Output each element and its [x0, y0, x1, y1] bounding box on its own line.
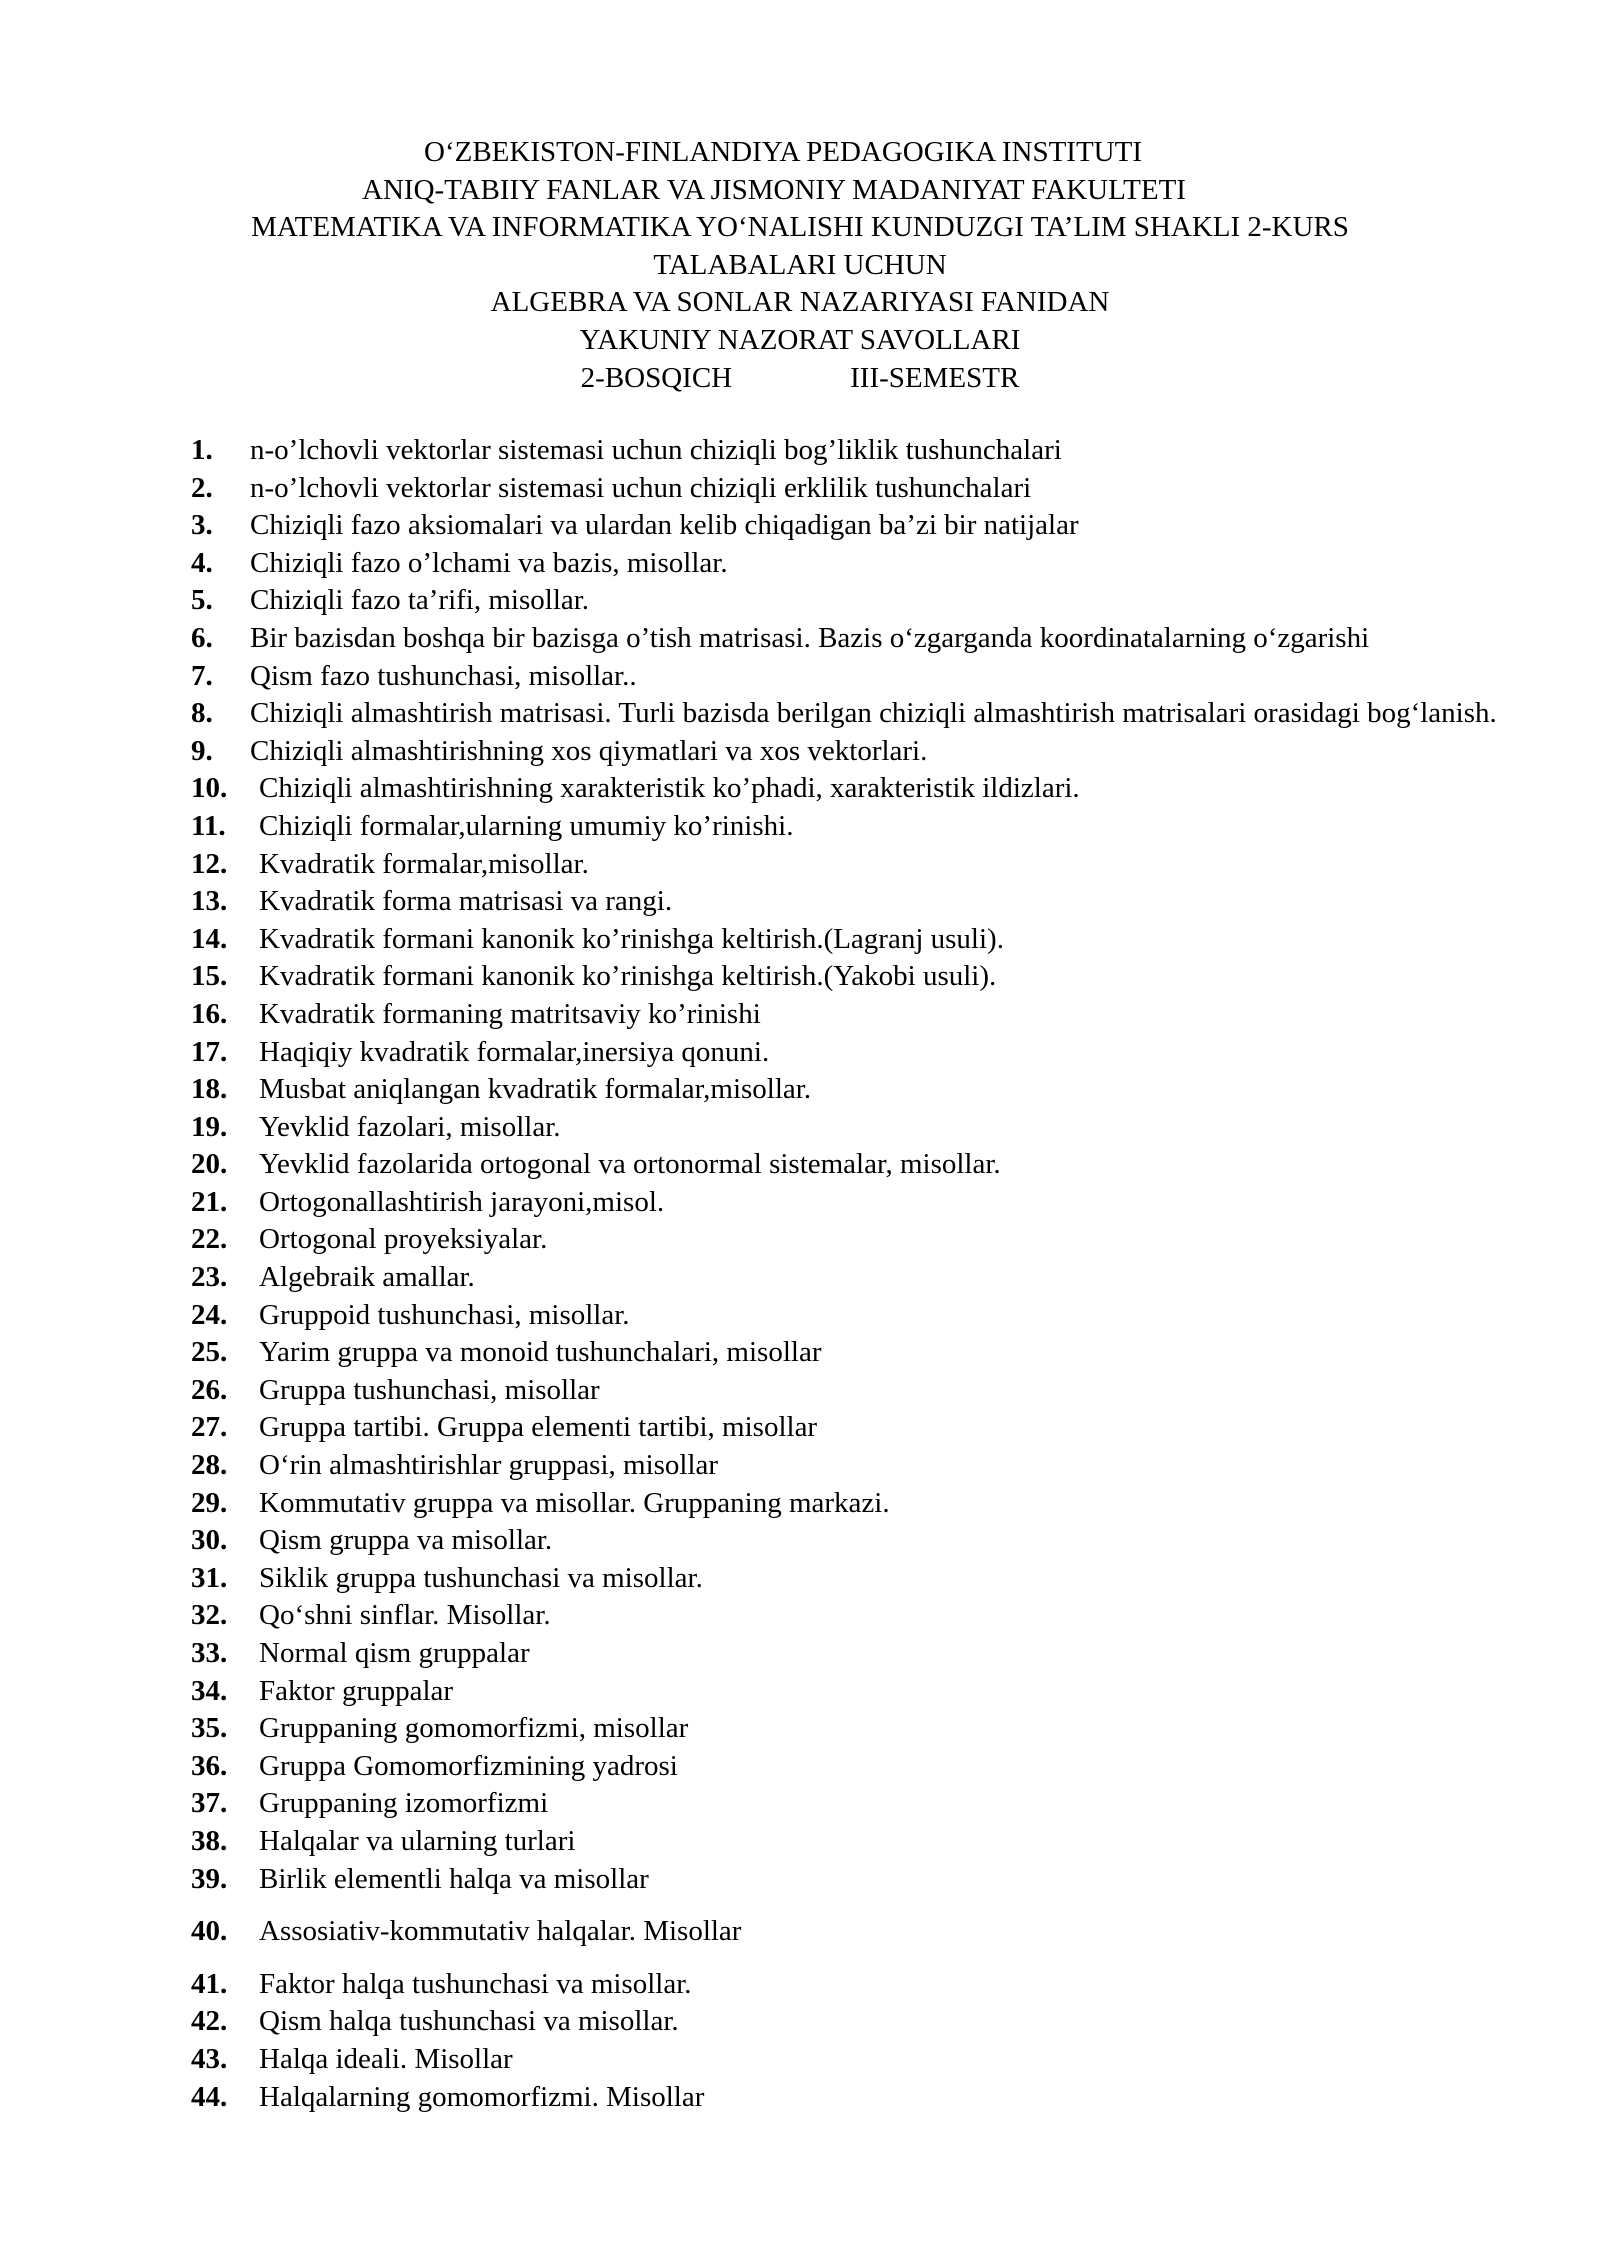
question-number: 20. — [191, 1148, 228, 1181]
question-number: 18. — [191, 1073, 228, 1106]
question-number: 39. — [191, 1862, 228, 1895]
stage-label: 2-BOSQICH — [580, 361, 733, 394]
question-item — [191, 1710, 1531, 1748]
question-item — [191, 1409, 1531, 1447]
question-text: Chiziqli almashtirishning xarakteristik ko’phadi, xarakteristik ildizlari. — [259, 772, 1080, 805]
question-item — [191, 1673, 1531, 1711]
question-number: 8. — [191, 697, 213, 730]
question-item — [191, 1109, 1531, 1147]
question-item — [191, 470, 1531, 508]
question-number: 32. — [191, 1599, 228, 1632]
question-text: Haqiqiy kvadratik formalar,inersiya qonuni. — [259, 1035, 770, 1068]
question-text: Chiziqli fazo o’lchami va bazis, misollar. — [250, 546, 728, 579]
question-text: Halqalarning gomomorfizmi. Misollar — [259, 2080, 705, 2113]
question-item — [191, 958, 1531, 996]
question-text: Yevklid fazolari, misollar. — [259, 1110, 561, 1143]
question-text: Ortogonal proyeksiyalar. — [259, 1223, 548, 1256]
question-item — [191, 432, 1531, 470]
question-number: 41. — [191, 1967, 228, 2000]
question-text: Halqalar va ularning turlari — [259, 1824, 576, 1857]
question-item — [191, 2079, 1531, 2117]
question-number: 16. — [191, 997, 228, 1030]
question-item — [191, 1146, 1531, 1184]
question-item — [191, 1034, 1531, 1072]
question-text: Gruppa Gomomorfizmining yadrosi — [259, 1749, 678, 1782]
question-number: 19. — [191, 1110, 228, 1143]
question-item — [191, 1785, 1531, 1823]
question-item — [191, 1259, 1531, 1297]
question-number: 34. — [191, 1674, 228, 1707]
question-text: Faktor halqa tushunchasi va misollar. — [259, 1967, 692, 2000]
question-number: 38. — [191, 1824, 228, 1857]
question-item — [191, 808, 1531, 846]
questions-list — [191, 432, 1531, 2116]
question-item — [191, 846, 1531, 884]
question-number: 36. — [191, 1749, 228, 1782]
question-item — [191, 1372, 1531, 1410]
question-text: Gruppoid tushunchasi, misollar. — [259, 1298, 630, 1331]
students-line: TALABALARI UCHUN — [653, 248, 947, 281]
question-item — [191, 1485, 1531, 1523]
question-text: Musbat aniqlangan kvadratik formalar,misollar. — [259, 1073, 812, 1106]
question-number: 35. — [191, 1712, 228, 1745]
document-title: YAKUNIY NAZORAT SAVOLLARI — [579, 323, 1021, 356]
question-number: 11. — [191, 809, 226, 842]
question-text: Qo‘shni sinflar. Misollar. — [259, 1599, 551, 1632]
question-number: 21. — [191, 1185, 228, 1218]
question-item — [191, 1861, 1531, 1899]
question-item — [191, 1184, 1531, 1222]
question-text: Assosiativ-kommutativ halqalar. Misollar — [259, 1915, 742, 1948]
question-number: 25. — [191, 1336, 228, 1369]
question-text: Kommutativ gruppa va misollar. Gruppaning markazi. — [259, 1486, 890, 1519]
question-item — [191, 733, 1531, 771]
question-number: 44. — [191, 2080, 228, 2113]
question-text: Algebraik amallar. — [259, 1261, 475, 1294]
question-item — [191, 582, 1531, 620]
question-item — [191, 1221, 1531, 1259]
question-number: 43. — [191, 2042, 228, 2075]
question-number: 13. — [191, 885, 228, 918]
question-text: Bir bazisdan boshqa bir bazisga o’tish matrisasi. Bazis o‘zgarganda koordinatalarning o‘zgarishi — [250, 621, 1370, 654]
question-text: Siklik gruppa tushunchasi va misollar. — [259, 1561, 703, 1594]
question-text: Kvadratik formani kanonik ko’rinishga keltirish.(Yakobi usuli). — [259, 960, 997, 993]
question-text: Chiziqli almashtirishning xos qiymatlari va xos vektorlari. — [250, 734, 928, 767]
question-text: Qism halqa tushunchasi va misollar. — [259, 2005, 679, 2038]
question-item — [191, 770, 1531, 808]
question-text: Qism fazo tushunchasi, misollar.. — [250, 659, 637, 692]
faculty-name: ANIQ-TABIIY FANLAR VA JISMONIY MADANIYAT FAKULTETI — [362, 173, 1186, 206]
question-item — [191, 620, 1531, 658]
question-text: Kvadratik formaning matritsaviy ko’rinishi — [259, 997, 761, 1030]
question-item — [191, 695, 1531, 733]
question-item — [191, 1823, 1531, 1861]
question-number: 9. — [191, 734, 213, 767]
question-text: Gruppaning gomomorfizmi, misollar — [259, 1712, 689, 1745]
question-number: 23. — [191, 1261, 228, 1294]
question-item — [191, 1597, 1531, 1635]
question-text: O‘rin almashtirishlar gruppasi, misollar — [259, 1449, 719, 1482]
question-item — [191, 1913, 1531, 1951]
question-item — [191, 1522, 1531, 1560]
stage-semester-row — [0, 360, 1600, 398]
question-text: Kvadratik formalar,misollar. — [259, 847, 589, 880]
question-text: Gruppa tartibi. Gruppa elementi tartibi, misollar — [259, 1411, 818, 1444]
question-text: n-o’lchovli vektorlar sistemasi uchun chiziqli erklilik tushunchalari — [250, 471, 1032, 504]
subject-line: ALGEBRA VA SONLAR NAZARIYASI FANIDAN — [490, 286, 1110, 319]
question-item — [191, 1334, 1531, 1372]
question-item — [191, 1297, 1531, 1335]
question-number: 6. — [191, 621, 213, 654]
question-item — [191, 658, 1531, 696]
question-text: Normal qism gruppalar — [259, 1637, 530, 1669]
question-number: 27. — [191, 1411, 228, 1444]
question-item — [191, 921, 1531, 959]
question-text: Birlik elementli halqa va misollar — [259, 1862, 649, 1895]
question-number: 17. — [191, 1035, 228, 1068]
question-number: 33. — [191, 1637, 228, 1669]
question-number: 14. — [191, 922, 228, 955]
question-number: 10. — [191, 772, 228, 805]
question-item — [191, 545, 1531, 583]
question-item — [191, 883, 1531, 921]
question-text: Chiziqli fazo ta’rifi, misollar. — [250, 584, 590, 617]
question-item — [191, 2041, 1531, 2079]
question-number: 7. — [191, 659, 213, 692]
question-item — [191, 1447, 1531, 1485]
question-item — [191, 996, 1531, 1034]
question-item — [191, 1966, 1531, 2004]
question-number: 29. — [191, 1486, 228, 1519]
question-item — [191, 1748, 1531, 1786]
question-text: Gruppaning izomorfizmi — [259, 1787, 549, 1820]
question-item — [191, 507, 1531, 545]
question-number: 30. — [191, 1524, 228, 1557]
question-number: 42. — [191, 2005, 228, 2038]
question-item — [191, 1560, 1531, 1598]
question-number: 24. — [191, 1298, 228, 1331]
question-text: Yevklid fazolarida ortogonal va ortonormal sistemalar, misollar. — [259, 1148, 1001, 1181]
question-number: 15. — [191, 960, 228, 993]
question-item — [191, 1635, 1531, 1673]
question-text: Faktor gruppalar — [259, 1674, 454, 1707]
question-number: 22. — [191, 1223, 228, 1256]
question-text: Kvadratik formani kanonik ko’rinishga keltirish.(Lagranj usuli). — [259, 922, 1004, 955]
question-item — [191, 1071, 1531, 1109]
question-number: 2. — [191, 471, 213, 504]
question-text: n-o’lchovli vektorlar sistemasi uchun chiziqli bog’liklik tushunchalari — [250, 434, 1062, 466]
question-text: Yarim gruppa va monoid tushunchalari, misollar — [259, 1336, 822, 1369]
question-number: 4. — [191, 546, 213, 579]
direction-line: MATEMATIKA VA INFORMATIKA YO‘NALISHI KUNDUZGI TA’LIM SHAKLI 2-KURS — [251, 211, 1349, 244]
question-number: 3. — [191, 509, 213, 542]
question-text: Gruppa tushunchasi, misollar — [259, 1373, 600, 1406]
question-text: Chiziqli fazo aksiomalari va ulardan kelib chiqadigan ba’zi bir natijalar — [250, 509, 1079, 542]
question-number: 12. — [191, 847, 228, 880]
question-text: Chiziqli almashtirish matrisasi. Turli bazisda berilgan chiziqli almashtirish matrisalari orasidagi bog‘lanish. — [250, 697, 1497, 730]
question-text: Kvadratik forma matrisasi va rangi. — [259, 885, 673, 918]
question-text: Ortogonallashtirish jarayoni,misol. — [259, 1185, 665, 1218]
question-number: 1. — [191, 434, 213, 466]
institute-name: O‘ZBEKISTON-FINLANDIYA PEDAGOGIKA INSTITUTI — [424, 136, 1142, 168]
question-number: 37. — [191, 1787, 228, 1820]
question-text: Halqa ideali. Misollar — [259, 2042, 513, 2075]
question-number: 5. — [191, 584, 213, 617]
question-number: 26. — [191, 1373, 228, 1406]
question-number: 40. — [191, 1915, 228, 1948]
question-number: 31. — [191, 1561, 228, 1594]
question-text: Qism gruppa va misollar. — [259, 1524, 553, 1557]
document-header — [0, 134, 1600, 397]
question-text: Chiziqli formalar,ularning umumiy ko’rinishi. — [259, 809, 794, 842]
semester-label: III-SEMESTR — [850, 361, 1020, 394]
question-number: 28. — [191, 1449, 228, 1482]
question-item — [191, 2003, 1531, 2041]
